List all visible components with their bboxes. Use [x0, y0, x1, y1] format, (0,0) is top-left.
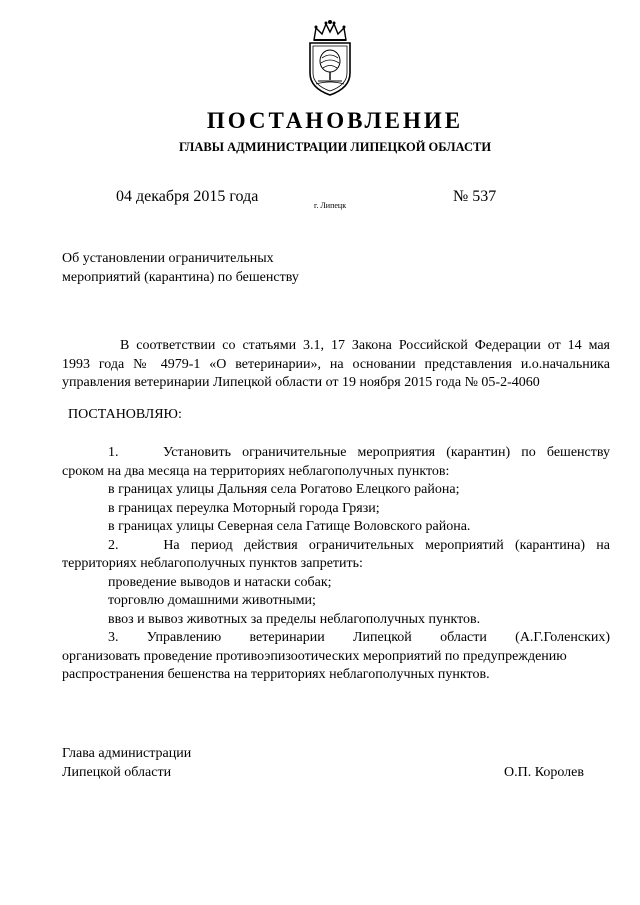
item-1-continuation: сроком на два месяца на территориях неблагополучных пунктов:: [62, 463, 450, 479]
coat-of-arms-icon: [300, 18, 360, 98]
preamble-line: В соответствии со статьями 3.1, 17 Закона Российской Федерации от 14 мая: [120, 338, 610, 353]
subject-line: мероприятий (карантина) по бешенству: [62, 270, 299, 285]
item-word: Управлению: [146, 630, 222, 645]
item-number: 2.: [108, 537, 119, 553]
subject-line: Об установлении ограничительных: [62, 251, 274, 266]
item-1-first-line: [62, 444, 610, 463]
item-3-first-line: [62, 629, 610, 648]
item-1-sub: в границах улицы Северная села Гатище Воловского района.: [108, 519, 471, 534]
item-word: (А.Г.Голенских): [515, 630, 610, 645]
resolve-heading: ПОСТАНОВЛЯЮ:: [68, 407, 182, 422]
item-2-sub: торговлю домашними животными;: [108, 593, 316, 608]
document-number: № 537: [453, 188, 497, 205]
item-2-sub: проведение выводов и натаски собак;: [108, 574, 332, 590]
item-3-continuation: распространения бешенства на территориях неблагополучных пунктов.: [62, 667, 490, 682]
signature-position: [62, 744, 191, 782]
item-2-first-line: [62, 537, 610, 556]
document-city: г. Липецк: [314, 201, 347, 210]
item-1-sub: в границах переулка Моторный города Грязи;: [108, 500, 380, 516]
item-text: На период действия ограничительных мероприятий (карантина) на: [163, 537, 610, 553]
preamble-line: 1993 года № 4979-1 «О ветеринарии», на основании представления и.о.начальника: [62, 356, 610, 372]
item-number: 1.: [108, 445, 119, 460]
preamble-line: управления ветеринарии Липецкой области от 19 ноября 2015 года № 05-2-4060: [62, 375, 540, 390]
item-word: области: [440, 630, 487, 645]
item-word: Липецкой: [353, 630, 412, 645]
item-1-sub: в границах улицы Дальняя села Рогатово Елецкого района;: [108, 482, 460, 497]
item-2-sub: ввоз и вывоз животных за пределы неблагополучных пунктов.: [108, 611, 481, 627]
item-number: 3.: [108, 630, 119, 645]
document-subtitle: ГЛАВЫ АДМИНИСТРАЦИИ ЛИПЕЦКОЙ ОБЛАСТИ: [178, 140, 492, 154]
signature-name: О.П. Королев: [504, 765, 584, 780]
item-2-continuation: территориях неблагополучных пунктов запретить:: [62, 556, 363, 571]
document-subject: [62, 249, 299, 287]
preamble-paragraph: [62, 337, 610, 393]
signature-position-line: Липецкой области: [62, 765, 172, 780]
item-word: ветеринарии: [249, 630, 325, 645]
item-3-continuation: организовать проведение противоэпизоотических мероприятий по предупреждению: [62, 648, 567, 664]
coat-of-arms-emblem: [300, 18, 360, 98]
resolution-items: [62, 444, 610, 685]
item-text: Установить ограничительные мероприятия (карантин) по бешенству: [162, 445, 610, 460]
document-date: 04 декабря 2015 года: [116, 188, 259, 205]
document-title: ПОСТАНОВЛЕНИЕ: [206, 108, 464, 133]
signature-position-line: Глава администрации: [62, 746, 192, 761]
